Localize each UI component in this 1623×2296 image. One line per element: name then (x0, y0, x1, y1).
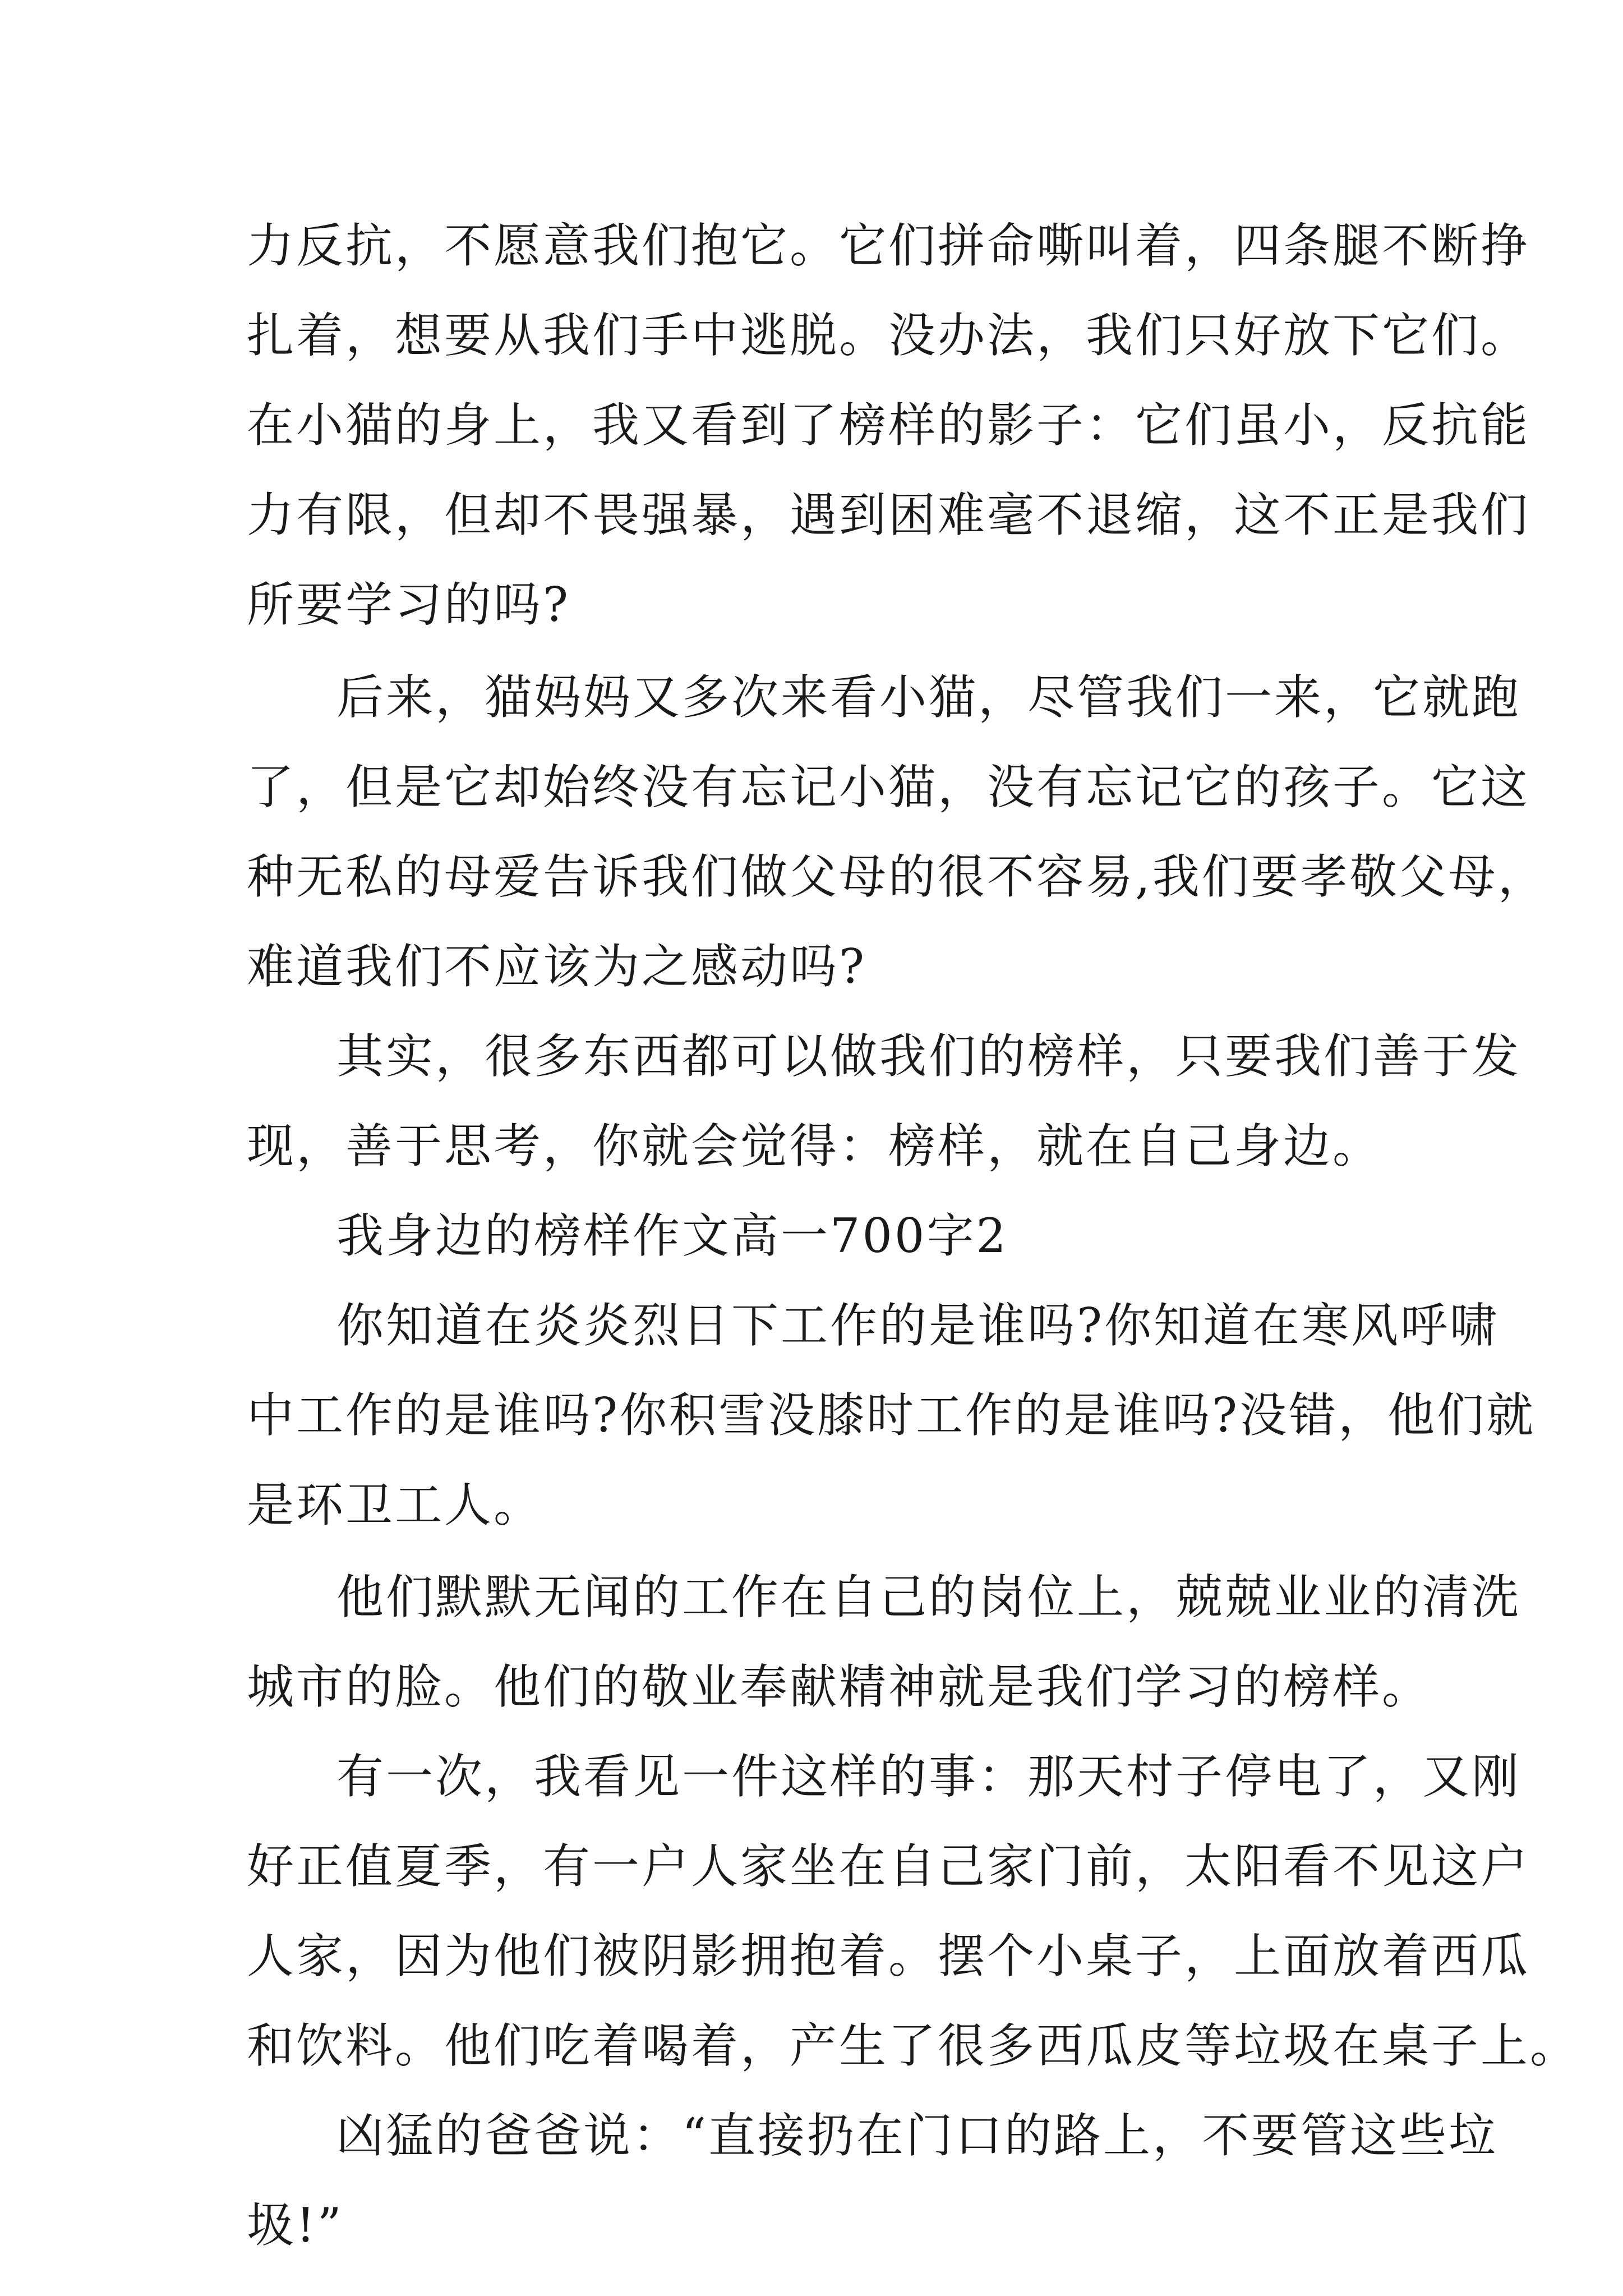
paragraph-first-line: 后来，猫妈妈又多次来看小猫，尽管我们一来，它就跑 (336, 670, 1521, 725)
text-line: 人家，因为他们被阴影拥抱着。摆个小桌子，上面放着西瓜 (247, 1929, 1530, 1984)
text-line: 了，但是它却始终没有忘记小猫，没有忘记它的孩子。它这 (247, 760, 1530, 815)
paragraph-first-line: 你知道在炎炎烈日下工作的是谁吗?你知道在寒风呼啸 (336, 1298, 1500, 1353)
text-line: 是环卫工人。 (247, 1478, 543, 1533)
text-line: 扎着，想要从我们手中逃脱。没办法，我们只好放下它们。 (247, 308, 1530, 363)
text-line: 种无私的母爱告诉我们做父母的很不容易,我们要孝敬父母， (247, 849, 1547, 904)
section-heading: 我身边的榜样作文高一700字2 (336, 1208, 1008, 1263)
paragraph-first-line: 其实，很多东西都可以做我们的榜样，只要我们善于发 (336, 1029, 1521, 1084)
paragraph-first-line: 他们默默无闻的工作在自己的岗位上，兢兢业业的清洗 (336, 1570, 1521, 1625)
text-line: 所要学习的吗? (247, 577, 571, 632)
text-line: 城市的脸。他们的敬业奉献精神就是我们学习的榜样。 (247, 1659, 1432, 1714)
paragraph-first-line: 凶猛的爸爸说：“直接扔在门口的路上，不要管这些垃 (336, 2108, 1498, 2163)
text-line: 圾!” (247, 2198, 344, 2253)
text-line: 现，善于思考，你就会觉得：榜样，就在自己身边。 (247, 1119, 1382, 1174)
paragraph-first-line: 有一次，我看见一件这样的事：那天村子停电了，又刚 (336, 1749, 1521, 1804)
text-line: 难道我们不应该为之感动吗? (247, 939, 867, 994)
text-line: 在小猫的身上，我又看到了榜样的影子：它们虽小，反抗能 (247, 398, 1530, 453)
text-line: 好正值夏季，有一户人家坐在自己家门前，太阳看不见这户 (247, 1839, 1530, 1894)
text-line: 力有限，但却不畏强暴，遇到困难毫不退缩，这不正是我们 (247, 487, 1530, 542)
text-line: 和饮料。他们吃着喝着，产生了很多西瓜皮等垃圾在桌子上。 (247, 2018, 1580, 2073)
text-line: 中工作的是谁吗?你积雪没膝时工作的是谁吗?没错，他们就 (247, 1388, 1536, 1443)
text-line: 力反抗，不愿意我们抱它。它们拼命嘶叫着，四条腿不断挣 (247, 218, 1530, 273)
